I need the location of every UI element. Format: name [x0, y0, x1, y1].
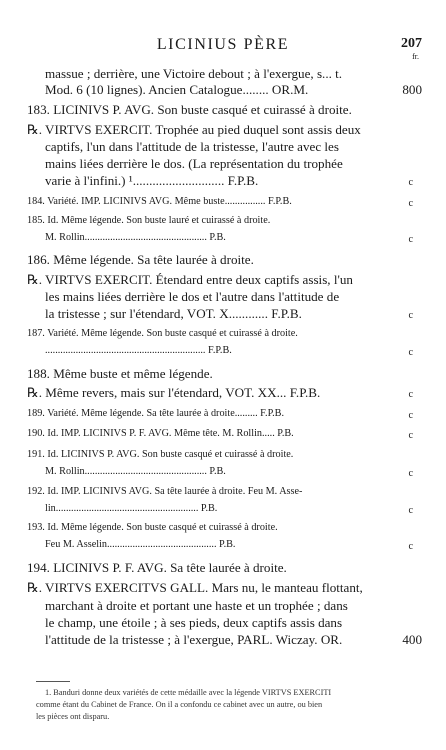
entry-191: 191. Id. LICINIVS P. AVG. Son buste casqué et cuirassé à droite. [27, 449, 294, 460]
text-line: l'attitude de la tristesse ; à l'exergue, PARL. Wiczay. OR. [45, 632, 343, 647]
text-line: captifs, l'un dans l'attitude de la tristesse, l'autre avec les [45, 139, 339, 154]
rarity-184: c [408, 198, 413, 209]
running-head: LICINIUS PÈRE [156, 36, 290, 53]
entry-188: 188. Même buste et même légende. [27, 366, 213, 381]
rarity-189: c [408, 410, 413, 421]
footnote-rule [36, 681, 70, 682]
rarity-191: c [408, 468, 413, 479]
entry-194-reverse: ℞. VIRTVS EXERCITVS GALL. Mars nu, le manteau flottant, [27, 580, 363, 595]
entry-194: 194. LICINIVS P. F. AVG. Sa tête laurée à droite. [27, 560, 287, 575]
text-line: la tristesse ; sur l'étendard, VOT. X............ F.P.B. [45, 306, 302, 321]
entry-191-source: M. Rollin................................................ P.B. [45, 466, 226, 477]
entry-192-source: lin........................................................ P.B. [45, 503, 218, 514]
rarity-190: c [408, 430, 413, 441]
footnote-line: les pièces ont disparu. [36, 712, 110, 721]
entry-193-source: Feu M. Asselin........................................... P.B. [45, 539, 236, 550]
entry-185: 185. Id. Même légende. Son buste lauré et cuirassé à droite. [27, 215, 271, 226]
entry-187-cont: ............................................................... F.P.B. [45, 345, 232, 356]
entry-190: 190. Id. IMP. LICINIVS P. F. AVG. Même tête. M. Rollin..... P.B. [27, 428, 294, 439]
rarity-187: c [408, 347, 413, 358]
rarity-186: c [408, 310, 413, 321]
rarity-183: c [408, 177, 413, 188]
value-800: 800 [402, 82, 422, 97]
footnote-line: comme étant du Cabinet de France. On il a confondu ce cabinet avec un autre, ou bien [36, 700, 323, 709]
entry-186: 186. Même légende. Sa tête laurée à droite. [27, 252, 254, 267]
entry-184: 184. Variété. IMP. LICINIVS AVG. Même buste................ F.P.B. [27, 196, 292, 207]
entry-183-reverse: ℞. VIRTVS EXERCIT. Trophée au pied duquel sont assis deux [27, 122, 361, 137]
text-line: marchant à droite et portant une haste et un trophée ; dans [45, 598, 348, 613]
entry-187: 187. Variété. Même légende. Son buste casqué et cuirassé à droite. [27, 328, 298, 339]
value-400: 400 [402, 632, 422, 647]
text-line: varie à l'infini.) ¹............................ F.P.B. [45, 173, 259, 188]
entry-185-source: M. Rollin................................................ P.B. [45, 232, 226, 243]
entry-188-reverse: ℞. Même revers, mais sur l'étendard, VOT. XX... F.P.B. [27, 385, 321, 400]
rarity-185: c [408, 234, 413, 245]
footnote-line: 1. Banduri donne deux variétés de cette médaille avec la légende VIRTVS EXERCITI [45, 688, 332, 697]
entry-183: 183. LICINIVS P. AVG. Son buste casqué et cuirassé à droite. [27, 102, 352, 117]
page-number: 207 [401, 36, 422, 51]
text-line: massue ; derrière, une Victoire debout ; à l'exergue, s... t. [45, 66, 343, 81]
entry-186-reverse: ℞. VIRTVS EXERCIT. Étendard entre deux captifs assis, l'un [27, 272, 353, 287]
entry-193: 193. Id. Même légende. Son buste casqué et cuirassé à droite. [27, 522, 278, 533]
rarity-193: c [408, 541, 413, 552]
entry-189: 189. Variété. Même légende. Sa tête laurée à droite......... F.P.B. [27, 408, 285, 419]
text-line: mains liées derrière le dos. (La représentation du trophée [45, 156, 343, 171]
rarity-188: c [408, 389, 413, 400]
rarity-192: c [408, 505, 413, 516]
entry-192: 192. Id. IMP. LICINIVS AVG. Sa tête laurée à droite. Feu M. Asse- [27, 486, 303, 497]
text-line: le champ, une étoile ; à ses pieds, deux captifs assis dans [45, 615, 343, 630]
text-line: les mains liées derrière le dos et l'autre dans l'attitude de [45, 289, 340, 304]
text-line: Mod. 6 (10 lignes). Ancien Catalogue........ OR.M. [45, 82, 309, 97]
sheet-mark: fr. [412, 52, 419, 61]
